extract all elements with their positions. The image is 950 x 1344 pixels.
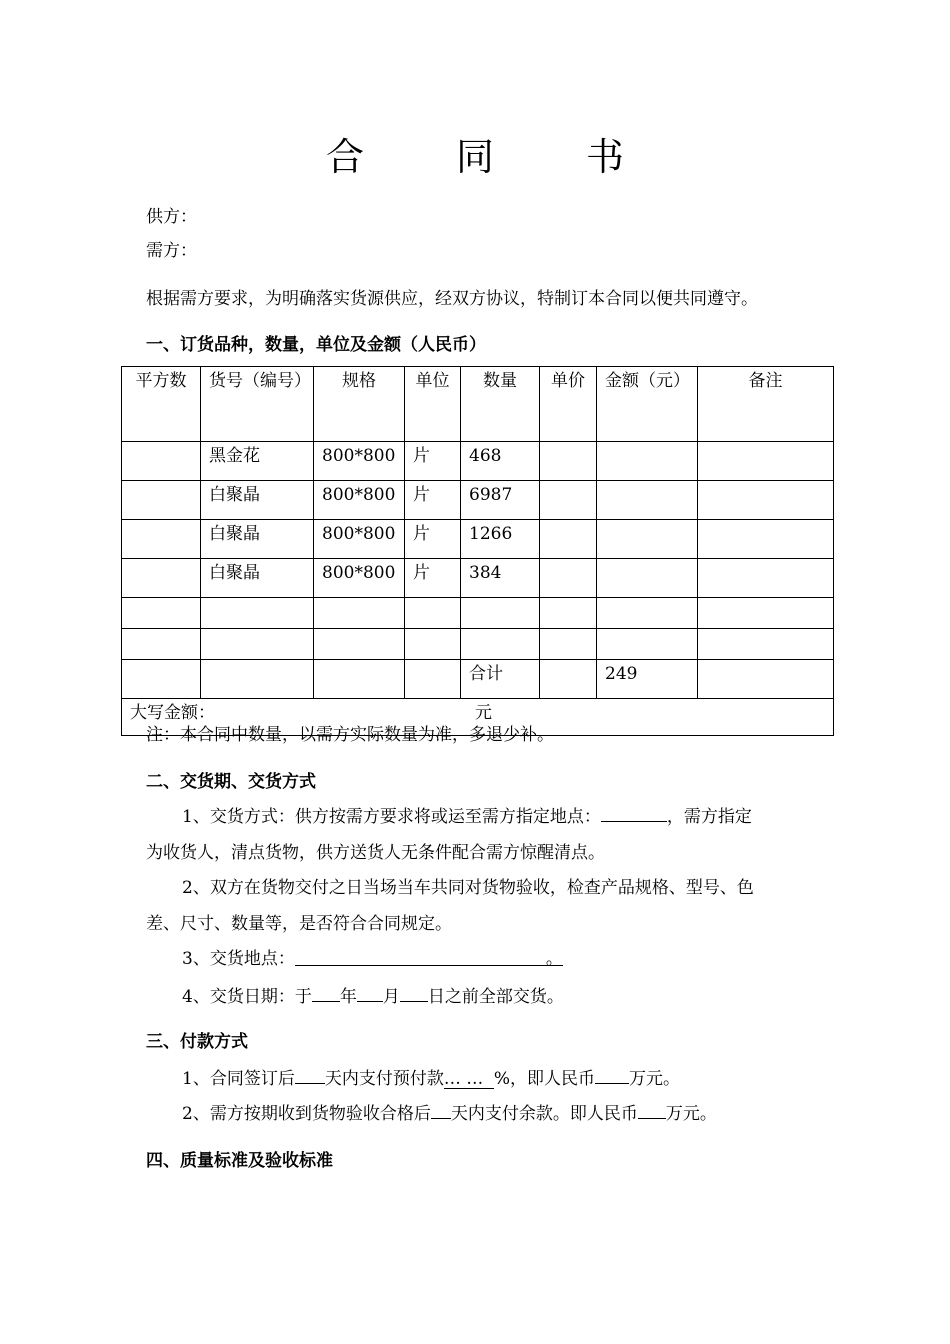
inspection-line: 2、双方在货物交付之日当场当车共同对货物验收，检查产品规格、型号、色 bbox=[182, 878, 754, 898]
title-char: 书 bbox=[586, 135, 625, 179]
table-cell bbox=[461, 598, 540, 629]
table-cell bbox=[597, 481, 698, 520]
column-header: 金额（元） bbox=[597, 367, 698, 442]
table-cell: 800*800 bbox=[314, 481, 405, 520]
column-header: 平方数 bbox=[122, 367, 201, 442]
table-cell bbox=[405, 660, 461, 699]
table-cell bbox=[698, 559, 834, 598]
month-label: 月 bbox=[382, 987, 400, 1007]
column-header: 数量 bbox=[461, 367, 540, 442]
table-cell: 1266 bbox=[461, 520, 540, 559]
table-cell: 白聚晶 bbox=[201, 520, 314, 559]
table-cell bbox=[597, 442, 698, 481]
table-row bbox=[122, 559, 834, 598]
table-cell bbox=[461, 629, 540, 660]
table-cell: 黑金花 bbox=[201, 442, 314, 481]
table-cell: 白聚晶 bbox=[201, 559, 314, 598]
amount-blank bbox=[595, 1065, 629, 1084]
table-row bbox=[122, 442, 834, 481]
table-cell bbox=[122, 598, 201, 629]
total-row bbox=[122, 660, 834, 699]
balance-days-blank bbox=[431, 1100, 451, 1119]
prepayment-text: 1、合同签订后 bbox=[182, 1069, 295, 1089]
percent-blank: … … bbox=[444, 1070, 494, 1089]
delivery-method-text-2: ，需方指定 bbox=[666, 807, 752, 827]
delivery-method-line bbox=[182, 803, 752, 829]
table-cell: 片 bbox=[405, 559, 461, 598]
day-label: 日之前全部交货。 bbox=[427, 987, 564, 1007]
supplier-line: 供方： bbox=[146, 207, 197, 227]
delivery-location-blank bbox=[601, 803, 667, 822]
capital-amount-unit: 元 bbox=[475, 703, 492, 723]
table-cell bbox=[122, 442, 201, 481]
table-cell: 800*800 bbox=[314, 442, 405, 481]
delivery-place-period: 。 bbox=[545, 949, 563, 969]
intro-paragraph: 根据需方要求，为明确落实货源供应，经双方协议，特制订本合同以便共同遵守。 bbox=[146, 289, 758, 309]
table-cell bbox=[597, 629, 698, 660]
prepayment-text-2: 天内支付预付款 bbox=[324, 1069, 444, 1089]
balance-payment-text: 2、需方按期收到货物验收合格后 bbox=[182, 1104, 431, 1124]
table-cell bbox=[122, 520, 201, 559]
table-row bbox=[122, 520, 834, 559]
table-cell: 片 bbox=[405, 520, 461, 559]
table-cell bbox=[540, 520, 597, 559]
table-cell bbox=[698, 520, 834, 559]
prepayment-text-3: %，即人民币 bbox=[493, 1069, 595, 1089]
days-blank bbox=[295, 1065, 325, 1084]
quantity-note: 注：本合同中数量，以需方实际数量为准，多退少补。 bbox=[146, 725, 554, 745]
table-cell bbox=[540, 442, 597, 481]
table-cell bbox=[314, 598, 405, 629]
table-cell bbox=[201, 660, 314, 699]
table-cell bbox=[122, 559, 201, 598]
table-row bbox=[122, 598, 834, 629]
delivery-date-label: 4、交货日期：于 bbox=[182, 987, 312, 1007]
table-cell bbox=[314, 629, 405, 660]
table-cell bbox=[122, 481, 201, 520]
balance-payment-text-3: 万元。 bbox=[665, 1104, 717, 1124]
month-blank bbox=[357, 983, 383, 1002]
table-cell bbox=[540, 598, 597, 629]
table-cell bbox=[597, 559, 698, 598]
balance-payment-text-2: 天内支付余款。即人民币 bbox=[450, 1104, 638, 1124]
table-cell bbox=[540, 629, 597, 660]
delivery-method-text: 1、交货方式：供方按需方要求将或运至需方指定地点： bbox=[182, 807, 601, 827]
total-label: 合计 bbox=[461, 660, 540, 699]
section2-heading: 二、交货期、交货方式 bbox=[146, 772, 316, 792]
inspection-line-2: 差、尺寸、数量等，是否符合合同规定。 bbox=[146, 914, 452, 934]
table-cell bbox=[122, 660, 201, 699]
table-cell: 片 bbox=[405, 481, 461, 520]
table-cell bbox=[314, 660, 405, 699]
table-cell bbox=[698, 442, 834, 481]
column-header: 单位 bbox=[405, 367, 461, 442]
balance-amount-blank bbox=[638, 1100, 666, 1119]
table-cell: 384 bbox=[461, 559, 540, 598]
table-cell bbox=[405, 629, 461, 660]
title-char: 合 bbox=[325, 135, 364, 179]
table-cell: 468 bbox=[461, 442, 540, 481]
prepayment-text-4: 万元。 bbox=[628, 1069, 680, 1089]
column-header: 备注 bbox=[698, 367, 834, 442]
table-cell bbox=[698, 629, 834, 660]
table-header-row bbox=[122, 367, 834, 442]
total-value: 249 bbox=[597, 660, 698, 699]
table-cell bbox=[405, 598, 461, 629]
table-cell bbox=[540, 559, 597, 598]
table-cell: 白聚晶 bbox=[201, 481, 314, 520]
section4-heading: 四、质量标准及验收标准 bbox=[146, 1151, 333, 1171]
table-cell bbox=[597, 520, 698, 559]
table-cell bbox=[122, 629, 201, 660]
table-cell bbox=[698, 660, 834, 699]
table-cell bbox=[540, 660, 597, 699]
document-title bbox=[0, 126, 950, 181]
column-header: 单价 bbox=[540, 367, 597, 442]
column-header: 规格 bbox=[314, 367, 405, 442]
column-header: 货号（编号） bbox=[201, 367, 314, 442]
table-cell: 800*800 bbox=[314, 520, 405, 559]
order-table bbox=[121, 366, 834, 736]
delivery-place-label: 3、交货地点： bbox=[182, 949, 295, 969]
delivery-date-line bbox=[182, 983, 564, 1009]
table-cell bbox=[201, 629, 314, 660]
buyer-line: 需方： bbox=[146, 241, 197, 261]
delivery-place-line bbox=[182, 947, 563, 971]
table-row bbox=[122, 481, 834, 520]
table-cell bbox=[201, 598, 314, 629]
table-cell bbox=[597, 598, 698, 629]
prepayment-line bbox=[182, 1065, 680, 1091]
delivery-method-line-2: 为收货人，清点货物，供方送货人无条件配合需方惊醒清点。 bbox=[146, 843, 605, 863]
delivery-place-blank bbox=[295, 947, 563, 969]
table-cell bbox=[540, 481, 597, 520]
title-char: 同 bbox=[455, 135, 494, 179]
capital-amount-label: 大写金额： bbox=[130, 703, 215, 723]
table-cell bbox=[698, 481, 834, 520]
table-row bbox=[122, 629, 834, 660]
day-blank bbox=[400, 983, 428, 1002]
table-cell: 片 bbox=[405, 442, 461, 481]
section3-heading: 三、付款方式 bbox=[146, 1032, 248, 1052]
table-cell bbox=[698, 598, 834, 629]
year-blank bbox=[312, 983, 340, 1002]
table-cell: 800*800 bbox=[314, 559, 405, 598]
section1-heading: 一、订货品种，数量，单位及金额（人民币） bbox=[146, 335, 486, 355]
year-label: 年 bbox=[339, 987, 357, 1007]
balance-payment-line bbox=[182, 1100, 717, 1126]
table-cell: 6987 bbox=[461, 481, 540, 520]
